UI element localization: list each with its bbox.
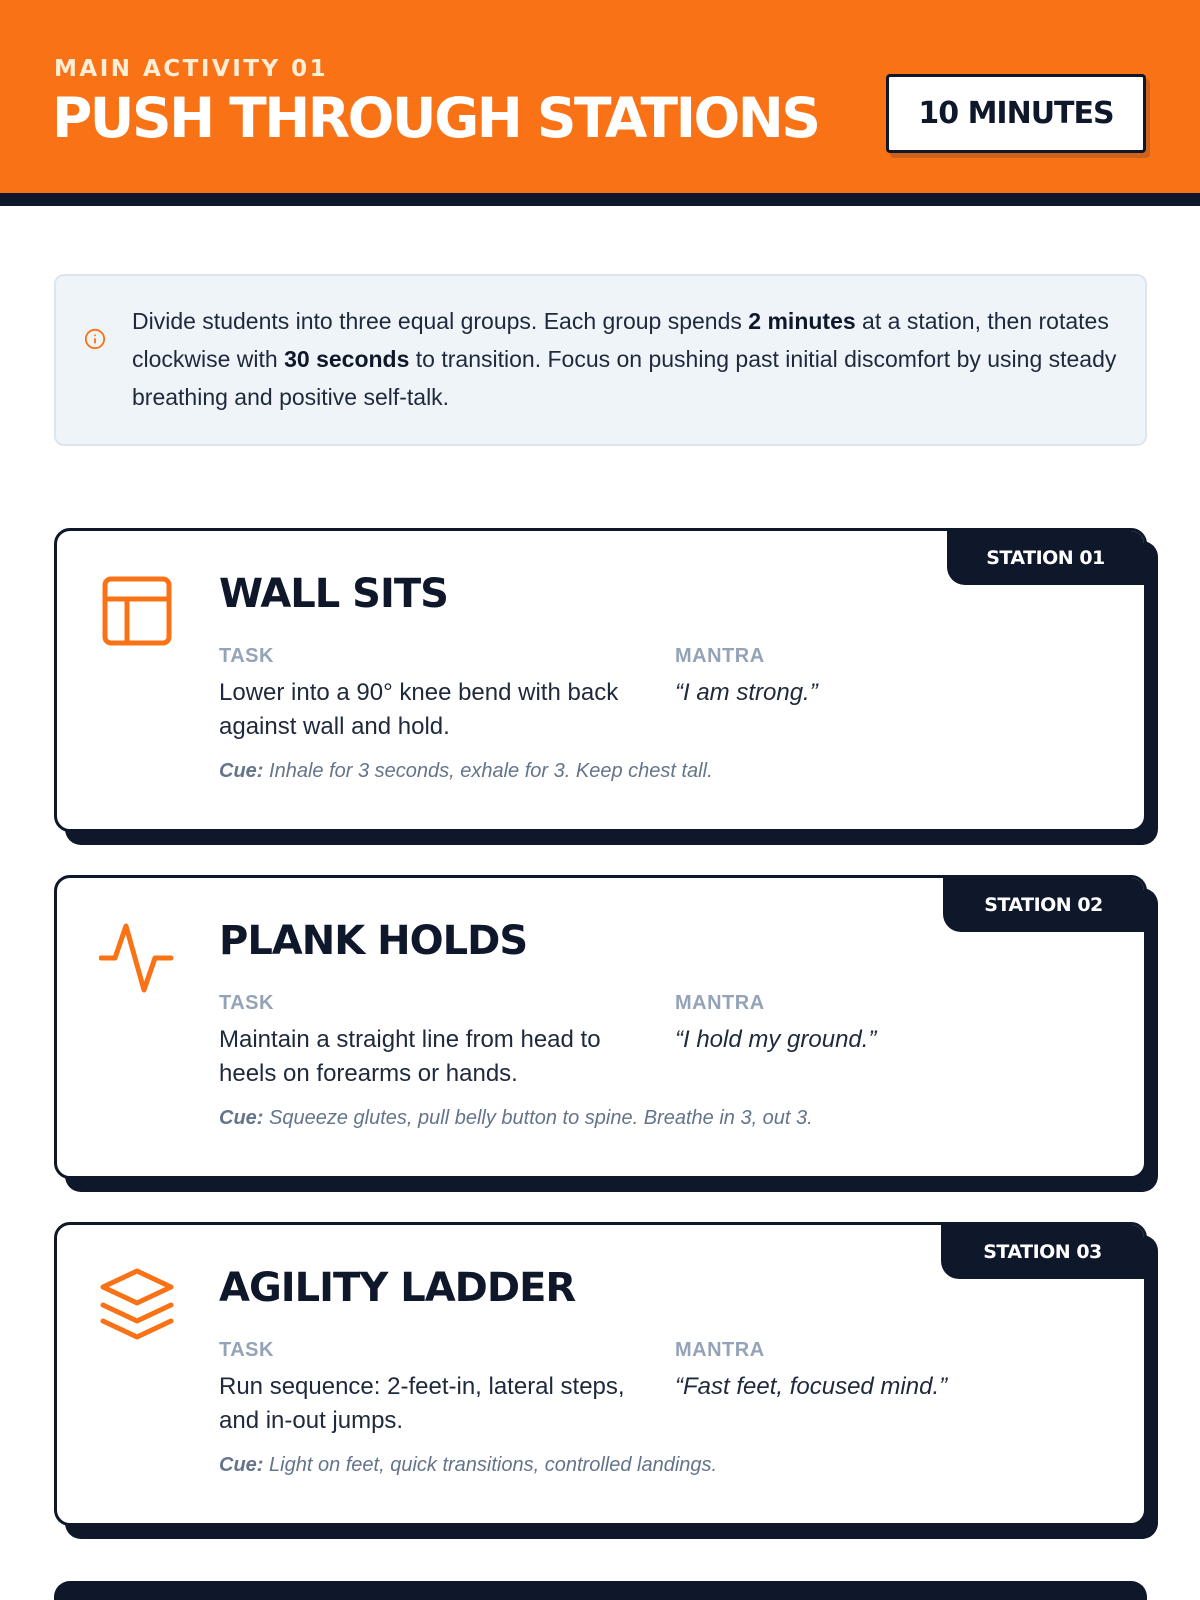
mantra-text: “Fast feet, focused mind.” [675,1373,948,1400]
layout-icon [99,573,175,649]
task-label: TASK [219,645,274,667]
mantra-text: “I hold my ground.” [675,1026,877,1053]
transition-duration: 30 seconds [284,346,410,372]
station-title: PLANK HOLDS [219,918,528,964]
station-cue [219,1107,1119,1130]
rotation-duration: 2 minutes [748,308,856,334]
info-circle-icon [84,328,106,350]
cue-label: Cue: [219,1454,264,1476]
layers-icon [99,1267,175,1343]
page-title: PUSH THROUGH STATIONS [52,86,819,150]
task-text: Lower into a 90° knee bend with back against wall and hold. [219,679,619,740]
activity-eyebrow: MAIN ACTIVITY 01 [54,56,329,82]
cue-label: Cue: [219,1107,264,1129]
cue-label: Cue: [219,760,264,782]
task-label: TASK [219,1339,274,1361]
station-cue [219,760,1119,783]
activity-header [0,0,1200,206]
activity-pulse-icon [99,920,175,996]
station-title: AGILITY LADDER [219,1265,576,1311]
instructions-text: Divide students into three equal groups. Each group spends 2 minutes at a station, then rotates clockwise with 30 seconds to transition. Focus on pushing past initial discomfort by using steady breathing and positive self-talk. [132,308,1117,410]
cue-text: Light on feet, quick transitions, controlled landings. [269,1454,718,1476]
station-title: WALL SITS [219,571,448,617]
mantra-label: MANTRA [675,645,765,667]
next-section-card [54,1581,1147,1600]
station-badge: STATION 01 [947,531,1144,585]
station-cue [219,1454,1119,1477]
cue-text: Inhale for 3 seconds, exhale for 3. Keep chest tall. [269,760,713,782]
station-badge: STATION 02 [943,878,1144,932]
station-card-wall-sits [54,528,1147,832]
task-text: Maintain a straight line from head to heels on forearms or hands. [219,1026,601,1087]
station-card-agility-ladder [54,1222,1147,1526]
mantra-text: “I am strong.” [675,679,818,706]
station-badge: STATION 03 [941,1225,1144,1279]
mantra-label: MANTRA [675,1339,765,1361]
mantra-label: MANTRA [675,992,765,1014]
instructions-callout [54,274,1147,446]
task-text: Run sequence: 2-feet-in, lateral steps, and in-out jumps. [219,1373,625,1434]
cue-text: Squeeze glutes, pull belly button to spine. Breathe in 3, out 3. [269,1107,813,1129]
duration-badge: 10 MINUTES [886,74,1146,153]
station-card-plank-holds [54,875,1147,1179]
task-label: TASK [219,992,274,1014]
